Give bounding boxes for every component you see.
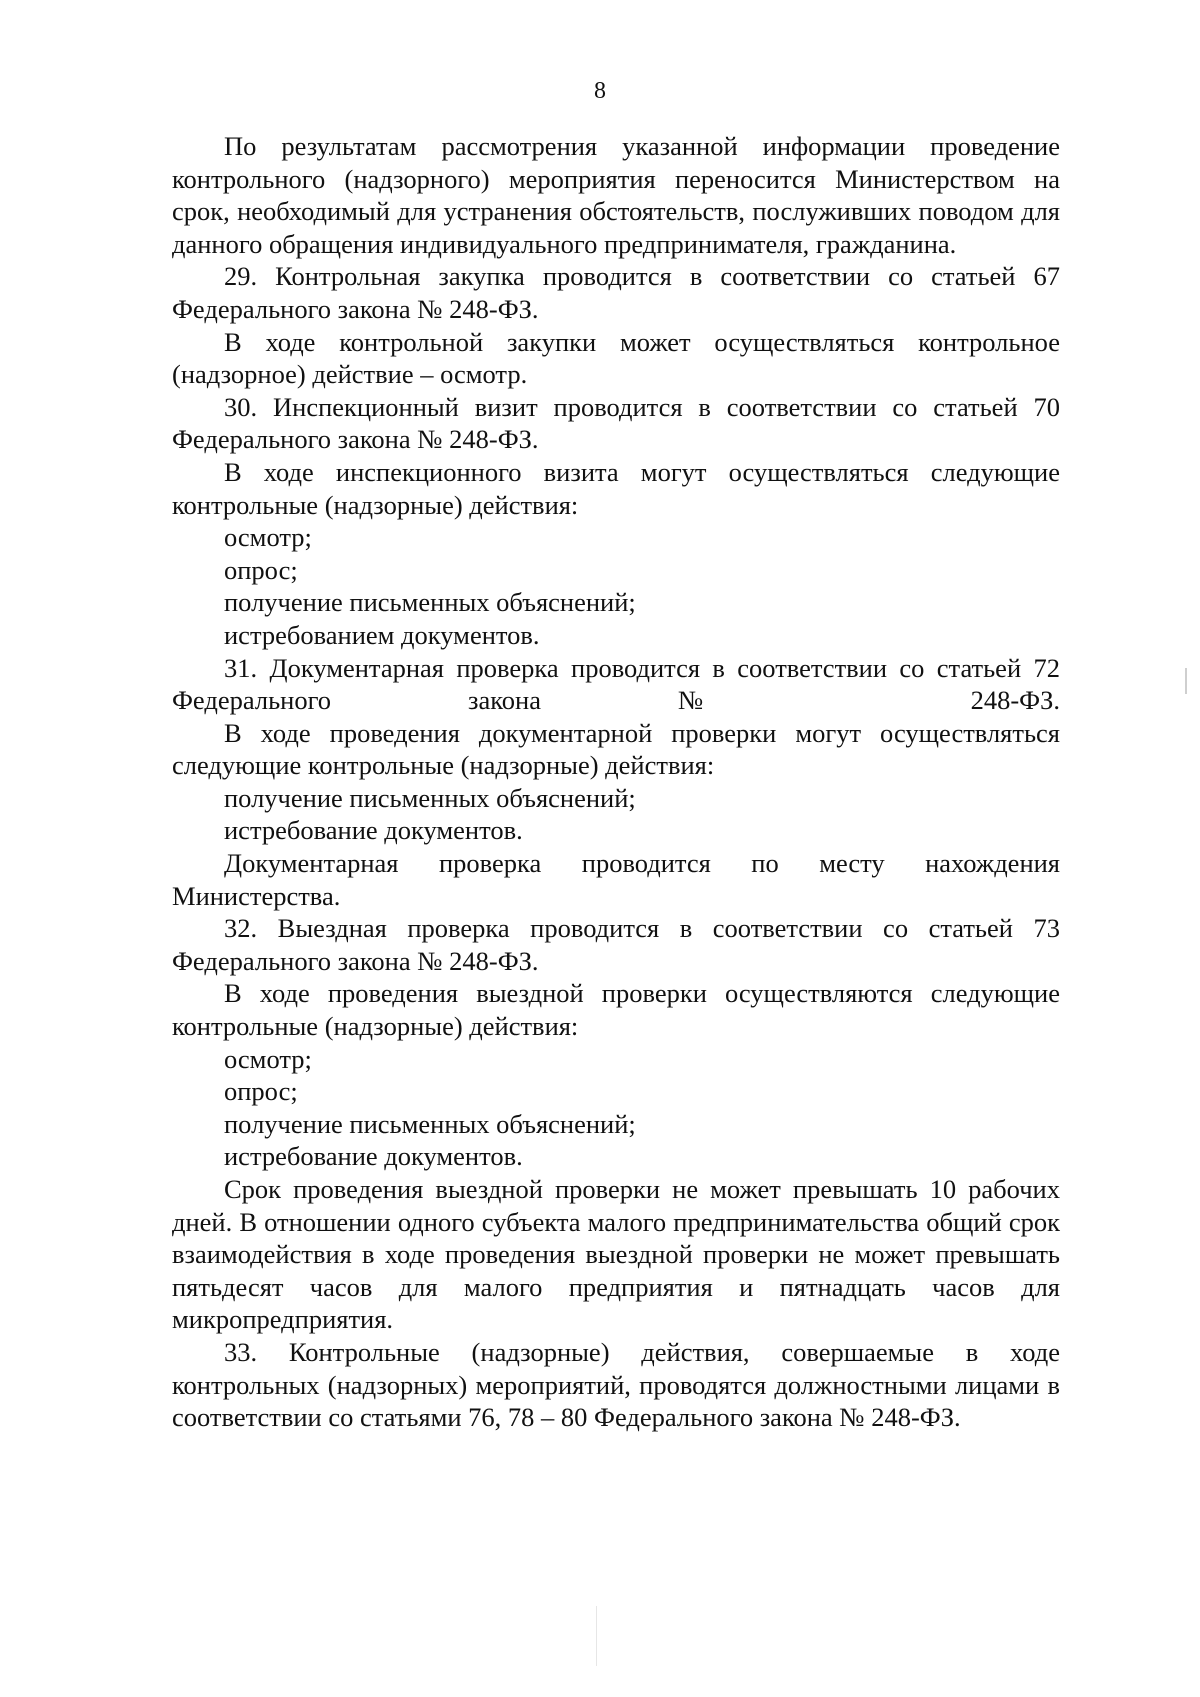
list-item: осмотр; xyxy=(224,522,312,553)
list-item: получение письменных объяснений; xyxy=(224,587,636,618)
paragraph-29: 29. Контрольная закупка проводится в соответствии со статьей 67 Федерального закона № 248-ФЗ. xyxy=(172,261,1060,324)
document-body xyxy=(172,130,1060,1434)
list-item: опрос; xyxy=(224,554,298,585)
paragraph-31: 31. Документарная проверка проводится в соответствии со статьей 72 Федерального закона № 248-ФЗ. xyxy=(172,652,1060,716)
list-item: истребование документов. xyxy=(224,815,523,846)
list-item: истребованием документов. xyxy=(224,619,540,650)
page-number: 8 xyxy=(594,78,606,104)
paragraph-30: 30. Инспекционный визит проводится в соответствии со статьей 70 Федерального закона № 248-ФЗ. xyxy=(172,391,1060,455)
scan-speck xyxy=(1185,668,1187,694)
paragraph-32-duration: Срок проведения выездной проверки не может превышать 10 рабочих дней. В отношении одного субъекта малого предпринимательства общий срок взаимодействия в ходе проведения выездной проверки не может превышать пятьдесят часов для малого предприятия и пятнадцать часов для микропредприятия. xyxy=(172,1174,1060,1335)
paragraph-postponement: По результатам рассмотрения указанной информации проведение контрольного (надзорного) мероприятия переносится Министерством на срок, необходимый для устранения обстоятельств, послуживших поводом для данного обращения индивидуального предпринимателя, гражданина. xyxy=(172,131,1060,259)
scan-speck xyxy=(596,1606,597,1666)
paragraph-29-actions: В ходе контрольной закупки может осуществляться контрольное (надзорное) действие – осмотр. xyxy=(172,326,1060,390)
paragraph-32-actions: В ходе проведения выездной проверки осуществляются следующие контрольные (надзорные) действия: xyxy=(172,978,1060,1042)
paragraph-31-actions: В ходе проведения документарной проверки могут осуществляться следующие контрольные (надзорные) действия: xyxy=(172,717,1060,781)
paragraph-32: 32. Выездная проверка проводится в соответствии со статьей 73 Федерального закона № 248-ФЗ. xyxy=(172,913,1060,976)
paragraph-31-location: Документарная проверка проводится по месту нахождения Министерства. xyxy=(172,848,1060,911)
paragraph-30-actions: В ходе инспекционного визита могут осуществляться следующие контрольные (надзорные) действия: xyxy=(172,456,1060,520)
list-item: истребование документов. xyxy=(224,1141,523,1172)
list-item: получение письменных объяснений; xyxy=(224,1108,636,1139)
list-item: получение письменных объяснений; xyxy=(224,782,636,813)
list-item: опрос; xyxy=(224,1076,298,1107)
list-item: осмотр; xyxy=(224,1043,312,1074)
paragraph-33: 33. Контрольные (надзорные) действия, совершаемые в ходе контрольных (надзорных) мероприятий, проводятся должностными лицами в соответствии со статьями 76, 78 – 80 Федерального закона № 248-ФЗ. xyxy=(172,1336,1060,1433)
